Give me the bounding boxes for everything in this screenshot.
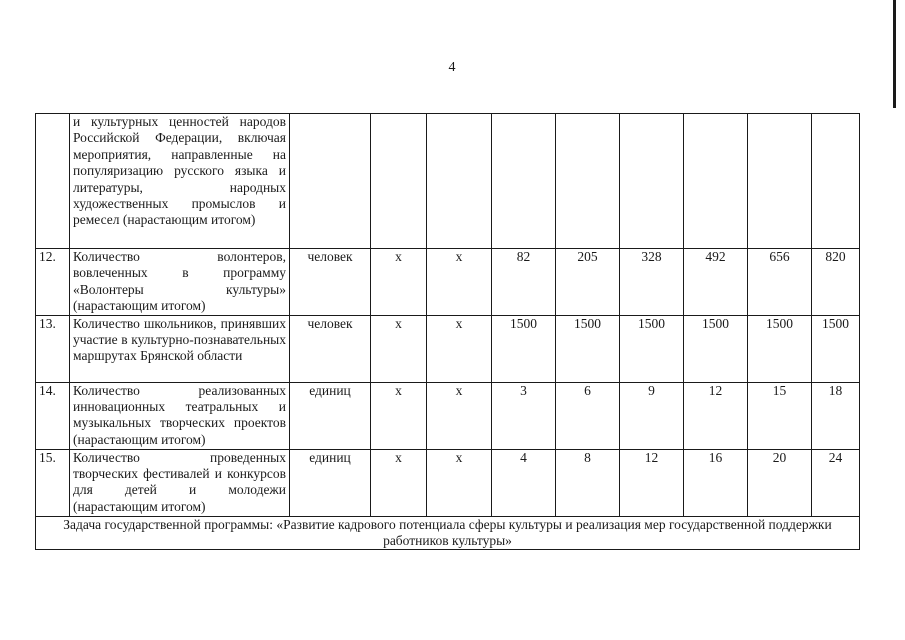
row-value <box>427 114 492 249</box>
row-number: 15. <box>36 449 70 516</box>
row-value <box>748 114 812 249</box>
row-value: 20 <box>748 449 812 516</box>
row-number: 14. <box>36 382 70 449</box>
row-value: x <box>427 382 492 449</box>
task-row <box>36 516 860 550</box>
indicators-table <box>35 113 860 550</box>
row-value: 4 <box>492 449 556 516</box>
row-value <box>684 114 748 249</box>
row-value <box>556 114 620 249</box>
row-number: 12. <box>36 249 70 316</box>
task-heading: Задача государственной программы: «Развитие кадрового потенциала сферы культуры и реализация мер государственной поддержки работников культуры» <box>36 516 860 550</box>
row-value: 328 <box>620 249 684 316</box>
table-row-continued <box>36 114 860 249</box>
row-value <box>492 114 556 249</box>
row-value: 6 <box>556 382 620 449</box>
row-value: 8 <box>556 449 620 516</box>
row-value: 16 <box>684 449 748 516</box>
row-value: 9 <box>620 382 684 449</box>
row-number: 13. <box>36 315 70 382</box>
row-value: x <box>427 249 492 316</box>
row-value: 3 <box>492 382 556 449</box>
row-value: 82 <box>492 249 556 316</box>
row-value: 12 <box>684 382 748 449</box>
page-number: 4 <box>448 60 456 75</box>
row-value: 1500 <box>620 315 684 382</box>
row-value: 1500 <box>748 315 812 382</box>
row-value: 1500 <box>556 315 620 382</box>
row-value <box>620 114 684 249</box>
row-description: Количество школьников, принявших участие в культурно-познавательных маршрутах Брянской области <box>70 315 290 382</box>
row-value <box>371 114 427 249</box>
table-row <box>36 449 860 516</box>
row-value <box>812 114 860 249</box>
row-description: Количество реализованных инновационных театральных и музыкальных творческих проектов (нарастающим итогом) <box>70 382 290 449</box>
row-value: x <box>371 382 427 449</box>
row-value: x <box>427 449 492 516</box>
row-unit: человек <box>290 249 371 316</box>
row-value: 1500 <box>812 315 860 382</box>
row-value: 15 <box>748 382 812 449</box>
row-unit <box>290 114 371 249</box>
row-value: 12 <box>620 449 684 516</box>
row-value: x <box>427 315 492 382</box>
row-description: Количество волонтеров, вовлеченных в программу «Волонтеры культуры» (нарастающим итогом) <box>70 249 290 316</box>
row-description: Количество проведенных творческих фестивалей и конкурсов для детей и молодежи (нарастающим итогом) <box>70 449 290 516</box>
row-value: x <box>371 449 427 516</box>
row-value: 1500 <box>684 315 748 382</box>
row-value: 18 <box>812 382 860 449</box>
row-unit: человек <box>290 315 371 382</box>
row-number <box>36 114 70 249</box>
row-value: 820 <box>812 249 860 316</box>
table-row <box>36 249 860 316</box>
row-value: 656 <box>748 249 812 316</box>
row-value: 205 <box>556 249 620 316</box>
row-value: 24 <box>812 449 860 516</box>
table-row <box>36 315 860 382</box>
row-description: и культурных ценностей народов Российской Федерации, включая мероприятия, направленные на популяризацию русского языка и литературы, народных художественных промыслов и ремесел (нарастающим итогом) <box>70 114 290 249</box>
row-value: x <box>371 315 427 382</box>
row-unit: единиц <box>290 449 371 516</box>
row-unit: единиц <box>290 382 371 449</box>
row-value: 492 <box>684 249 748 316</box>
row-value: 1500 <box>492 315 556 382</box>
table-row <box>36 382 860 449</box>
row-value: x <box>371 249 427 316</box>
margin-bar <box>893 0 896 108</box>
